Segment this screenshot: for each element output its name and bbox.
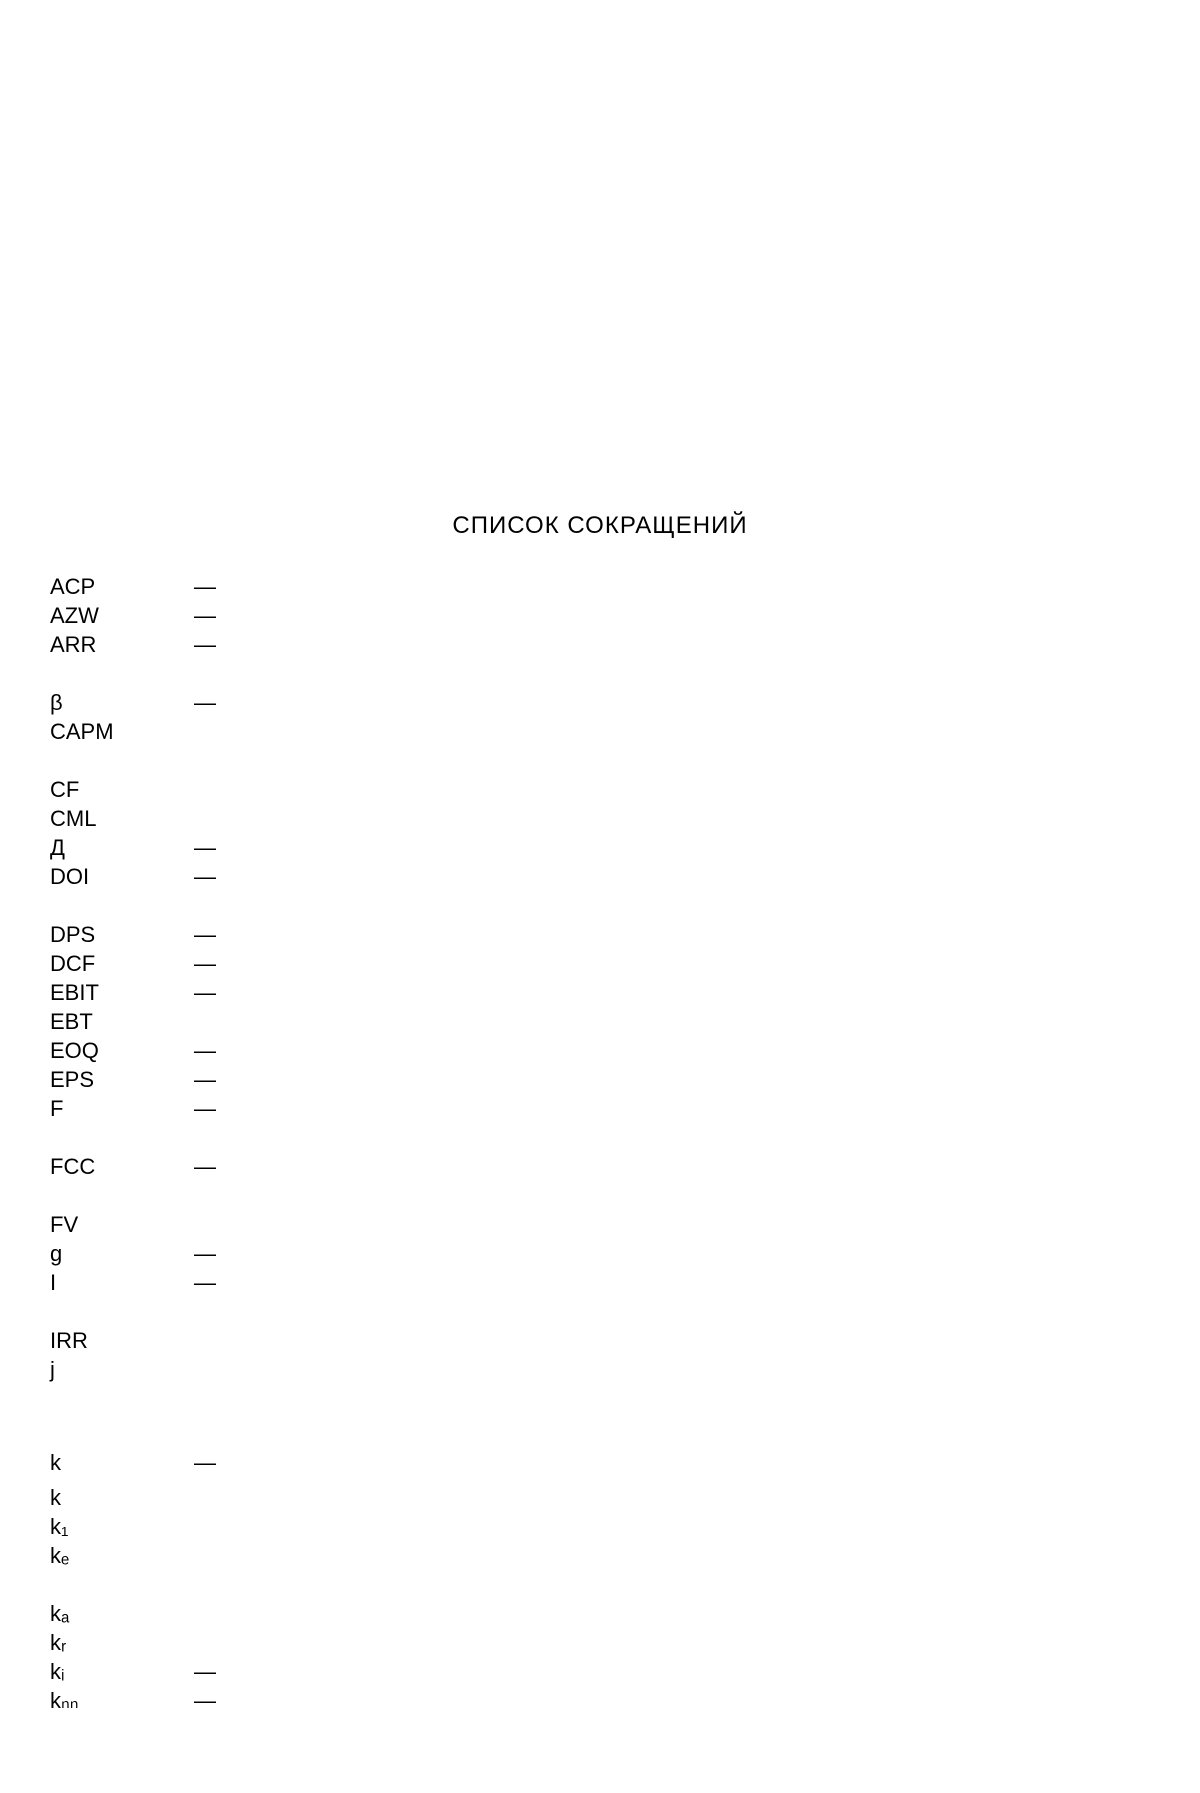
abbreviation: FCC xyxy=(50,1154,96,1179)
list-item xyxy=(50,1512,1190,1541)
list-item xyxy=(50,1541,1190,1570)
dash: — xyxy=(194,922,216,947)
abbreviation: I xyxy=(50,1270,57,1295)
abbreviation: FV xyxy=(50,1212,79,1237)
abbreviation: EOQ xyxy=(50,1038,99,1063)
definition xyxy=(230,1384,1190,1413)
definition xyxy=(230,1541,1190,1570)
definition xyxy=(230,1094,1190,1123)
list-item xyxy=(50,862,1190,920)
list-item xyxy=(50,1384,1190,1413)
definition xyxy=(230,1570,1190,1599)
dash: — xyxy=(194,1096,216,1121)
list-item xyxy=(50,1686,1190,1715)
list-item xyxy=(50,1448,1190,1477)
abbreviation: EBIT xyxy=(50,980,99,1005)
definition xyxy=(230,1657,1190,1686)
definition xyxy=(230,688,1190,717)
abbreviation: F xyxy=(50,1096,64,1121)
definition xyxy=(230,1239,1190,1268)
definition xyxy=(230,1297,1190,1326)
dash: — xyxy=(194,690,216,715)
definition xyxy=(230,572,1190,601)
abbreviation: IRR xyxy=(50,1328,88,1353)
dash: — xyxy=(194,1688,216,1713)
abbreviation: EPS xyxy=(50,1067,95,1092)
dash: — xyxy=(194,1038,216,1063)
abbreviation: k xyxy=(50,1485,61,1510)
definition xyxy=(230,1686,1190,1715)
definition xyxy=(230,862,1190,920)
list-item xyxy=(50,1210,1190,1239)
abbreviation: kₑ xyxy=(50,1543,70,1568)
abbreviation: ACP xyxy=(50,574,96,599)
dash: — xyxy=(194,864,216,889)
dash: — xyxy=(194,1241,216,1266)
abbreviation: CF xyxy=(50,777,80,802)
dash: — xyxy=(194,1067,216,1092)
list-item xyxy=(50,1599,1190,1628)
list-item xyxy=(50,688,1190,717)
list-item xyxy=(50,1123,1190,1152)
list-item xyxy=(50,775,1190,804)
list-item xyxy=(50,1355,1190,1384)
abbreviation: CML xyxy=(50,806,97,831)
list-item xyxy=(50,1094,1190,1123)
definition xyxy=(230,949,1190,978)
list-item xyxy=(50,717,1190,775)
list-item xyxy=(50,1065,1190,1094)
abbreviation-list xyxy=(50,572,1190,1715)
list-item xyxy=(50,1152,1190,1210)
abbreviation: Д xyxy=(50,835,65,860)
abbreviation: EBT xyxy=(50,1009,93,1034)
list-item xyxy=(50,601,1190,630)
definition xyxy=(230,1628,1190,1657)
list-item xyxy=(50,978,1190,1007)
list-item xyxy=(50,1570,1190,1599)
list-item xyxy=(50,1297,1190,1326)
list-item xyxy=(50,1413,1190,1442)
list-item xyxy=(50,1326,1190,1355)
abbreviation: DPS xyxy=(50,922,96,947)
definition xyxy=(230,1413,1190,1442)
dash: — xyxy=(194,980,216,1005)
abbreviation: k₁ xyxy=(50,1514,69,1539)
list-item xyxy=(50,949,1190,978)
definition xyxy=(230,1065,1190,1094)
abbreviation: AZW xyxy=(50,603,99,628)
page-title: СПИСОК СОКРАЩЕНИЙ xyxy=(452,512,748,539)
abbreviation: CAPM xyxy=(50,719,114,744)
dash: — xyxy=(194,1659,216,1684)
dash: — xyxy=(194,632,216,657)
dash: — xyxy=(194,1450,216,1475)
dash: — xyxy=(194,1270,216,1295)
definition xyxy=(230,1123,1190,1152)
abbreviation: kₙₙ xyxy=(50,1688,79,1713)
list-item xyxy=(50,804,1190,833)
definition xyxy=(230,1512,1190,1541)
definition xyxy=(230,775,1190,804)
list-item xyxy=(50,1657,1190,1686)
abbreviation: k xyxy=(50,1450,61,1475)
definition xyxy=(230,1152,1190,1210)
abbreviation: kᵣ xyxy=(50,1630,67,1655)
definition xyxy=(230,630,1190,688)
list-item xyxy=(50,572,1190,601)
definition xyxy=(230,1007,1190,1036)
abbreviation: β xyxy=(50,690,63,715)
definition xyxy=(230,717,1190,775)
list-item xyxy=(50,1036,1190,1065)
abbreviation: j xyxy=(50,1357,55,1382)
definition xyxy=(230,920,1190,949)
list-item xyxy=(50,630,1190,688)
list-item xyxy=(50,1268,1190,1297)
definition xyxy=(230,1268,1190,1297)
abbreviation: kᵢ xyxy=(50,1659,65,1684)
dash: — xyxy=(194,835,216,860)
list-item xyxy=(50,833,1190,862)
dash: — xyxy=(194,574,216,599)
dash: — xyxy=(194,603,216,628)
abbreviation: DOI xyxy=(50,864,90,889)
list-item xyxy=(50,1007,1190,1036)
definition xyxy=(230,1448,1190,1477)
abbreviation: kₐ xyxy=(50,1601,70,1626)
definition xyxy=(230,601,1190,630)
list-item xyxy=(50,1239,1190,1268)
definition xyxy=(230,804,1190,833)
abbreviation: ARR xyxy=(50,632,97,657)
definition xyxy=(230,1210,1190,1239)
list-item xyxy=(50,1628,1190,1657)
definition xyxy=(230,978,1190,1007)
definition xyxy=(230,1036,1190,1065)
list-item xyxy=(50,1483,1190,1512)
dash: — xyxy=(194,1154,216,1179)
definition xyxy=(230,833,1190,862)
list-item xyxy=(50,920,1190,949)
definition xyxy=(230,1599,1190,1628)
abbreviation: g xyxy=(50,1241,63,1266)
definition xyxy=(230,1326,1190,1355)
definition xyxy=(230,1355,1190,1384)
definition xyxy=(230,1483,1190,1512)
dash: — xyxy=(194,951,216,976)
abbreviation: DCF xyxy=(50,951,96,976)
